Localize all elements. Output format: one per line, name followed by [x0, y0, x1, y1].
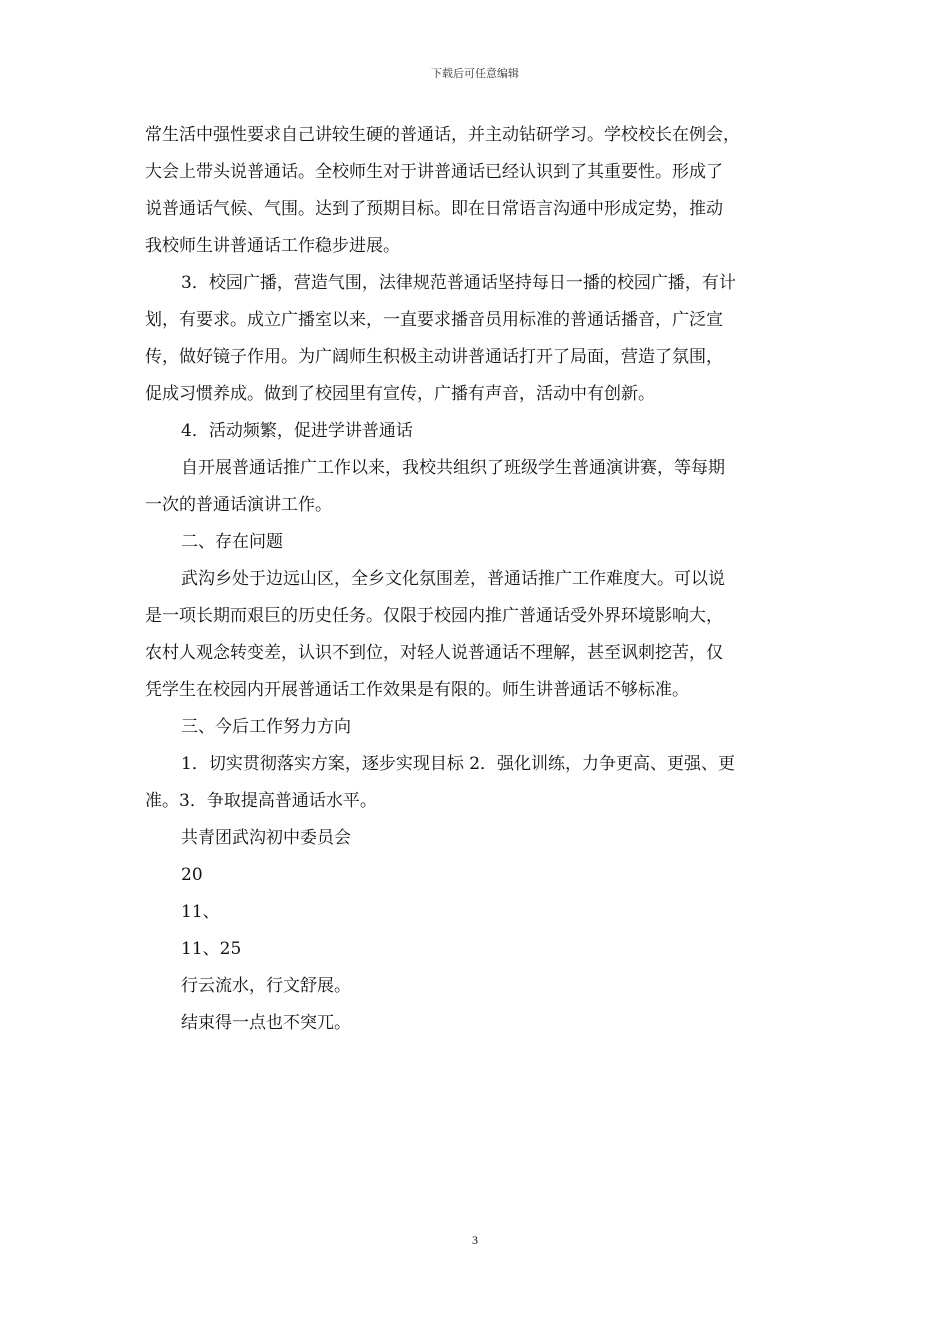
body-line: 促成习惯养成。做到了校园里有宣传，广播有声音，活动中有创新。 [145, 384, 655, 404]
date-line: 11、25 [181, 939, 242, 959]
closing-line: 行云流水，行文舒展。 [181, 976, 351, 996]
body-line: 3．校园广播，营造气围，法律规范普通话坚持每日一播的校园广播，有计 [181, 273, 736, 293]
body-line: 是一项长期而艰巨的历史任务。仅限于校园内推广普通话受外界环境影响大， [145, 606, 723, 626]
body-line: 凭学生在校园内开展普通话工作效果是有限的。师生讲普通话不够标准。 [145, 680, 689, 700]
body-line: 准。3．争取提高普通话水平。 [145, 791, 377, 811]
section-heading: 三、今后工作努力方向 [181, 717, 351, 737]
body-line: 我校师生讲普通话工作稳步进展。 [145, 236, 400, 256]
page-number: 3 [472, 1233, 478, 1247]
body-line: 一次的普通话演讲工作。 [145, 495, 332, 515]
document-body [145, 117, 810, 1042]
section-heading: 4．活动频繁，促进学讲普通话 [181, 421, 413, 441]
body-line: 1．切实贯彻落实方案，逐步实现目标 2．强化训练，力争更高、更强、更 [181, 754, 736, 774]
section-heading: 二、存在问题 [181, 532, 283, 552]
body-line: 农村人观念转变差，认识不到位，对轻人说普通话不理解，甚至讽刺挖苦，仅 [145, 643, 723, 663]
body-line: 说普通话气候、气围。达到了预期目标。即在日常语言沟通中形成定势，推动 [145, 199, 723, 219]
body-line: 传，做好镜子作用。为广阔师生积极主动讲普通话打开了局面，营造了氛围， [145, 347, 723, 367]
body-line: 划，有要求。成立广播室以来，一直要求播音员用标准的普通话播音，广泛宣 [145, 310, 723, 330]
signature-org: 共青团武沟初中委员会 [181, 828, 351, 848]
body-line: 武沟乡处于边远山区，全乡文化氛围差，普通话推广工作难度大。可以说 [181, 569, 725, 589]
closing-line: 结束得一点也不突兀。 [181, 1013, 351, 1033]
date-line: 20 [181, 865, 203, 885]
body-line: 大会上带头说普通话。全校师生对于讲普通话已经认识到了其重要性。形成了 [145, 162, 723, 182]
date-line: 11、 [181, 902, 220, 922]
page-header-note: 下载后可任意编辑 [431, 67, 519, 80]
body-line: 自开展普通话推广工作以来，我校共组织了班级学生普通演讲赛，等每期 [181, 458, 725, 478]
body-line: 常生活中强性要求自己讲较生硬的普通话，并主动钻研学习。学校校长在例会， [145, 125, 740, 145]
